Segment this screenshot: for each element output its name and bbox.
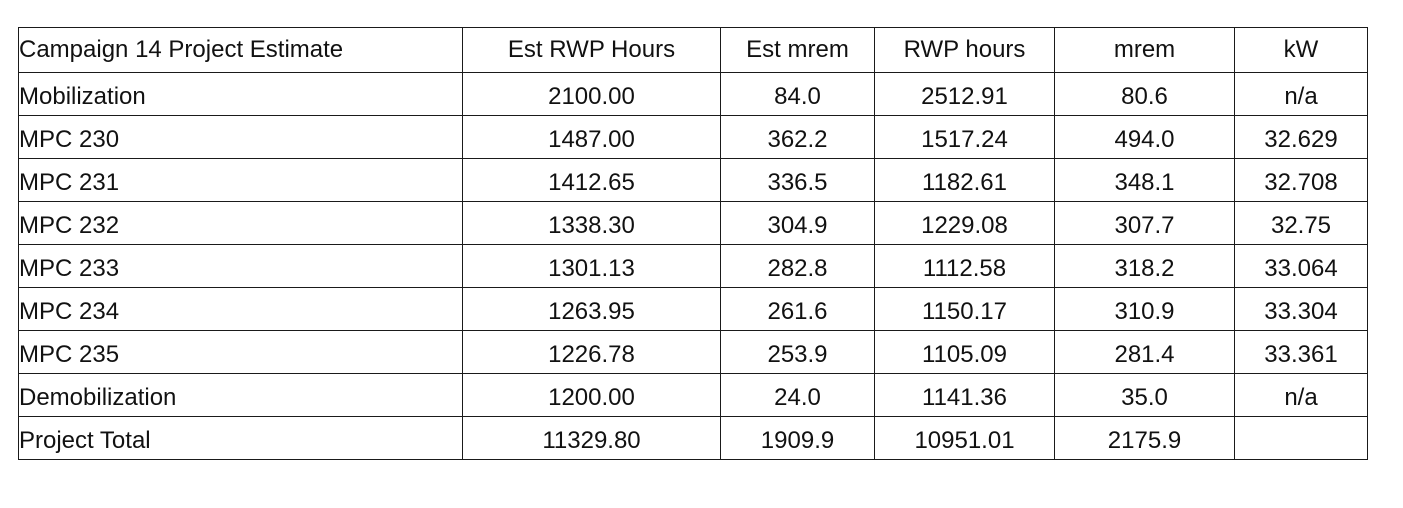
- est-rwp-hours-cell: 1226.78: [463, 331, 721, 374]
- est-rwp-hours-cell: 11329.80: [463, 417, 721, 460]
- row-label: MPC 230: [19, 116, 463, 159]
- row-label: MPC 231: [19, 159, 463, 202]
- mrem-cell: 2175.9: [1055, 417, 1235, 460]
- rwp-hours-cell: 1105.09: [875, 331, 1055, 374]
- row-label: Mobilization: [19, 73, 463, 116]
- kw-cell: 32.629: [1235, 116, 1368, 159]
- rwp-hours-cell: 1517.24: [875, 116, 1055, 159]
- mrem-cell: 494.0: [1055, 116, 1235, 159]
- est-rwp-hours-cell: 1200.00: [463, 374, 721, 417]
- table-row: [19, 374, 1368, 417]
- est-mrem-cell: 336.5: [721, 159, 875, 202]
- rwp-hours-cell: 1150.17: [875, 288, 1055, 331]
- est-mrem-cell: 304.9: [721, 202, 875, 245]
- table-header-row: [19, 28, 1368, 73]
- est-mrem-cell: 253.9: [721, 331, 875, 374]
- est-mrem-cell: 24.0: [721, 374, 875, 417]
- table-row: [19, 116, 1368, 159]
- kw-cell: 32.708: [1235, 159, 1368, 202]
- est-rwp-hours-cell: 1338.30: [463, 202, 721, 245]
- table-row: [19, 331, 1368, 374]
- rwp-hours-cell: 1112.58: [875, 245, 1055, 288]
- kw-cell: n/a: [1235, 73, 1368, 116]
- kw-cell: 33.304: [1235, 288, 1368, 331]
- table-row: [19, 202, 1368, 245]
- column-header-est-mrem: Est mrem: [721, 28, 875, 73]
- mrem-cell: 318.2: [1055, 245, 1235, 288]
- kw-cell: 32.75: [1235, 202, 1368, 245]
- est-rwp-hours-cell: 1412.65: [463, 159, 721, 202]
- project-estimate-table: [18, 27, 1368, 460]
- kw-cell: 33.361: [1235, 331, 1368, 374]
- column-header-kw: kW: [1235, 28, 1368, 73]
- row-label: MPC 234: [19, 288, 463, 331]
- row-label: MPC 235: [19, 331, 463, 374]
- table-row-total: [19, 417, 1368, 460]
- est-rwp-hours-cell: 1263.95: [463, 288, 721, 331]
- rwp-hours-cell: 10951.01: [875, 417, 1055, 460]
- kw-cell: [1235, 417, 1368, 460]
- est-mrem-cell: 1909.9: [721, 417, 875, 460]
- table-row: [19, 288, 1368, 331]
- column-header-mrem: mrem: [1055, 28, 1235, 73]
- row-label: MPC 232: [19, 202, 463, 245]
- row-label: Project Total: [19, 417, 463, 460]
- column-header-rwp-hours: RWP hours: [875, 28, 1055, 73]
- table-title-header: Campaign 14 Project Estimate: [19, 28, 463, 73]
- mrem-cell: 310.9: [1055, 288, 1235, 331]
- rwp-hours-cell: 1229.08: [875, 202, 1055, 245]
- mrem-cell: 281.4: [1055, 331, 1235, 374]
- kw-cell: 33.064: [1235, 245, 1368, 288]
- rwp-hours-cell: 1141.36: [875, 374, 1055, 417]
- est-rwp-hours-cell: 1301.13: [463, 245, 721, 288]
- table-row: [19, 245, 1368, 288]
- mrem-cell: 35.0: [1055, 374, 1235, 417]
- table-row: [19, 73, 1368, 116]
- mrem-cell: 80.6: [1055, 73, 1235, 116]
- rwp-hours-cell: 2512.91: [875, 73, 1055, 116]
- mrem-cell: 307.7: [1055, 202, 1235, 245]
- est-mrem-cell: 282.8: [721, 245, 875, 288]
- est-mrem-cell: 261.6: [721, 288, 875, 331]
- est-mrem-cell: 84.0: [721, 73, 875, 116]
- kw-cell: n/a: [1235, 374, 1368, 417]
- est-mrem-cell: 362.2: [721, 116, 875, 159]
- mrem-cell: 348.1: [1055, 159, 1235, 202]
- rwp-hours-cell: 1182.61: [875, 159, 1055, 202]
- table-row: [19, 159, 1368, 202]
- row-label: Demobilization: [19, 374, 463, 417]
- column-header-est-rwp-hours: Est RWP Hours: [463, 28, 721, 73]
- est-rwp-hours-cell: 1487.00: [463, 116, 721, 159]
- est-rwp-hours-cell: 2100.00: [463, 73, 721, 116]
- row-label: MPC 233: [19, 245, 463, 288]
